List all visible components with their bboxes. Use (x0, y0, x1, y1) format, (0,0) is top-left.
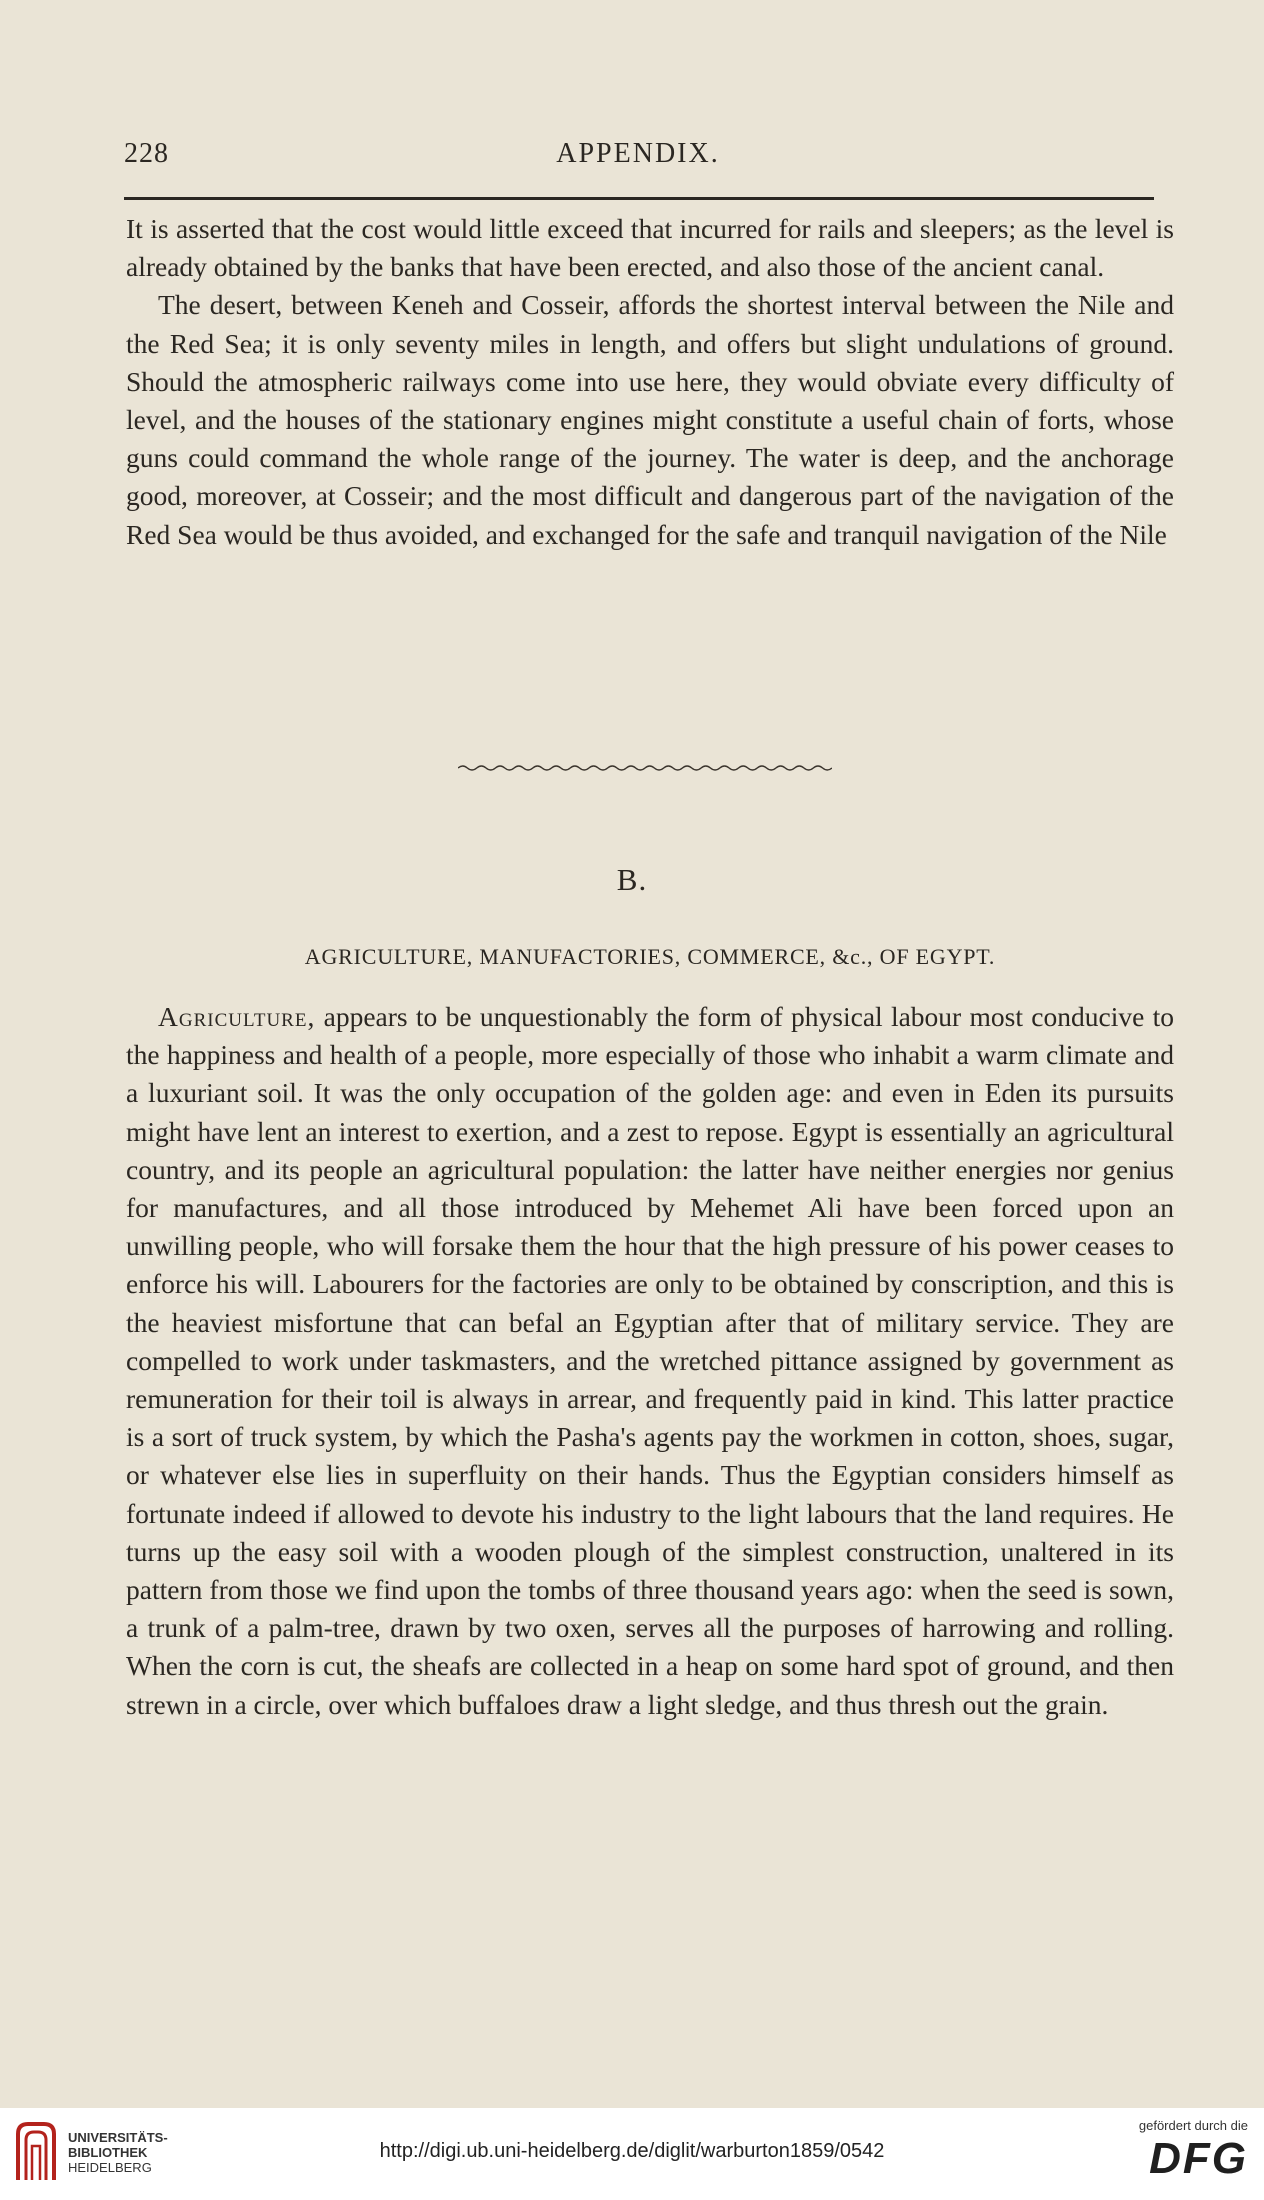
page-number: 228 (124, 138, 169, 169)
paragraph-agriculture-body: appears to be unquestionably the form of physical labour most conducive to the happiness and health of a people, more especially of those who inhabit a warm climate and a luxuriant soil. It was the only occupation of the golden age: and even in Eden its pursuits might have lent an interest to exertion, and a zest to repose. Egypt is essentially an agricultural country, and its people an agricultural population: the latter have neither energies nor genius for manufactures, and all those introduced by Mehemet Ali have been forced upon an unwilling people, who will forsake them the hour that the high pressure of his power ceases to enforce his will. Labourers for the factories are only to be obtained by conscription, and this is the heaviest misfortune that can befal an Egyptian after that of military service. They are compelled to work under taskmasters, and the wretched pittance assigned by government as remuneration for their toil is always in arrear, and frequently paid in kind. This latter practice is a sort of truck system, by which the Pasha's agents pay the workmen in cotton, shoes, sugar, or whatever else lies in superfluity on their hands. Thus the Egyptian considers himself as fortunate indeed if allowed to devote his industry to the light labours that the land requires. He turns up the easy soil with a wooden plough of the simplest construction, unaltered in its pattern from those we find upon the tombs of three thousand years ago: when the seed is sown, a trunk of a palm-tree, drawn by two oxen, serves all the purposes of harrowing and rolling. When the corn is cut, the sheafs are collected in a heap on some hard spot of ground, and then strewn in a circle, over which buffaloes draw a light sledge, and thus thresh out the grain. (126, 1001, 1174, 1720)
section-letter: B. (616, 862, 648, 897)
ornamental-divider (458, 762, 832, 774)
header-rule (124, 197, 1154, 200)
institution-line-1: UNIVERSITÄTS- (68, 2130, 168, 2145)
funder-block (1118, 2118, 1248, 2185)
section-a-text (126, 210, 1174, 554)
lead-word: Agriculture, (158, 1001, 316, 1032)
running-title: APPENDIX. (556, 138, 720, 169)
institution-line-3: HEIDELBERG (68, 2160, 152, 2175)
section-heading: AGRICULTURE, MANUFACTORIES, COMMERCE, &c., OF EGYPT. (304, 944, 996, 969)
permalink-url[interactable]: http://digi.ub.uni-heidelberg.de/diglit/warburton1859/0542 (379, 2140, 885, 2162)
section-b-text (126, 998, 1174, 1724)
funder-note: gefördert durch die (1138, 2118, 1248, 2133)
paragraph-desert: The desert, between Keneh and Cosseir, affords the shortest interval between the Nile and the Red Sea; it is only seventy miles in length, and offers but slight undulations of ground. Should the atmospheric railways come into use here, they would obviate every difficulty of level, and the houses of the stationary engines might constitute a useful chain of forts, whose guns could command the whole range of the journey. The water is deep, and the anchorage good, moreover, at Cosseir; and the most difficult and dangerous part of the navigation of the Red Sea would be thus avoided, and exchanged for the safe and tranquil navigation of the Nile (126, 289, 1174, 550)
digitization-footer (0, 2108, 1264, 2200)
dfg-logo: DFG (1149, 2134, 1248, 2183)
running-head (124, 138, 1152, 182)
institution-line-2: BIBLIOTHEK (68, 2145, 148, 2160)
paragraph-continued: It is asserted that the cost would little exceed that incurred for rails and sleepers; as the level is already obtained by the banks that have been erected, and also those of the ancient canal. (126, 213, 1174, 283)
paragraph-agriculture (126, 998, 1174, 1724)
